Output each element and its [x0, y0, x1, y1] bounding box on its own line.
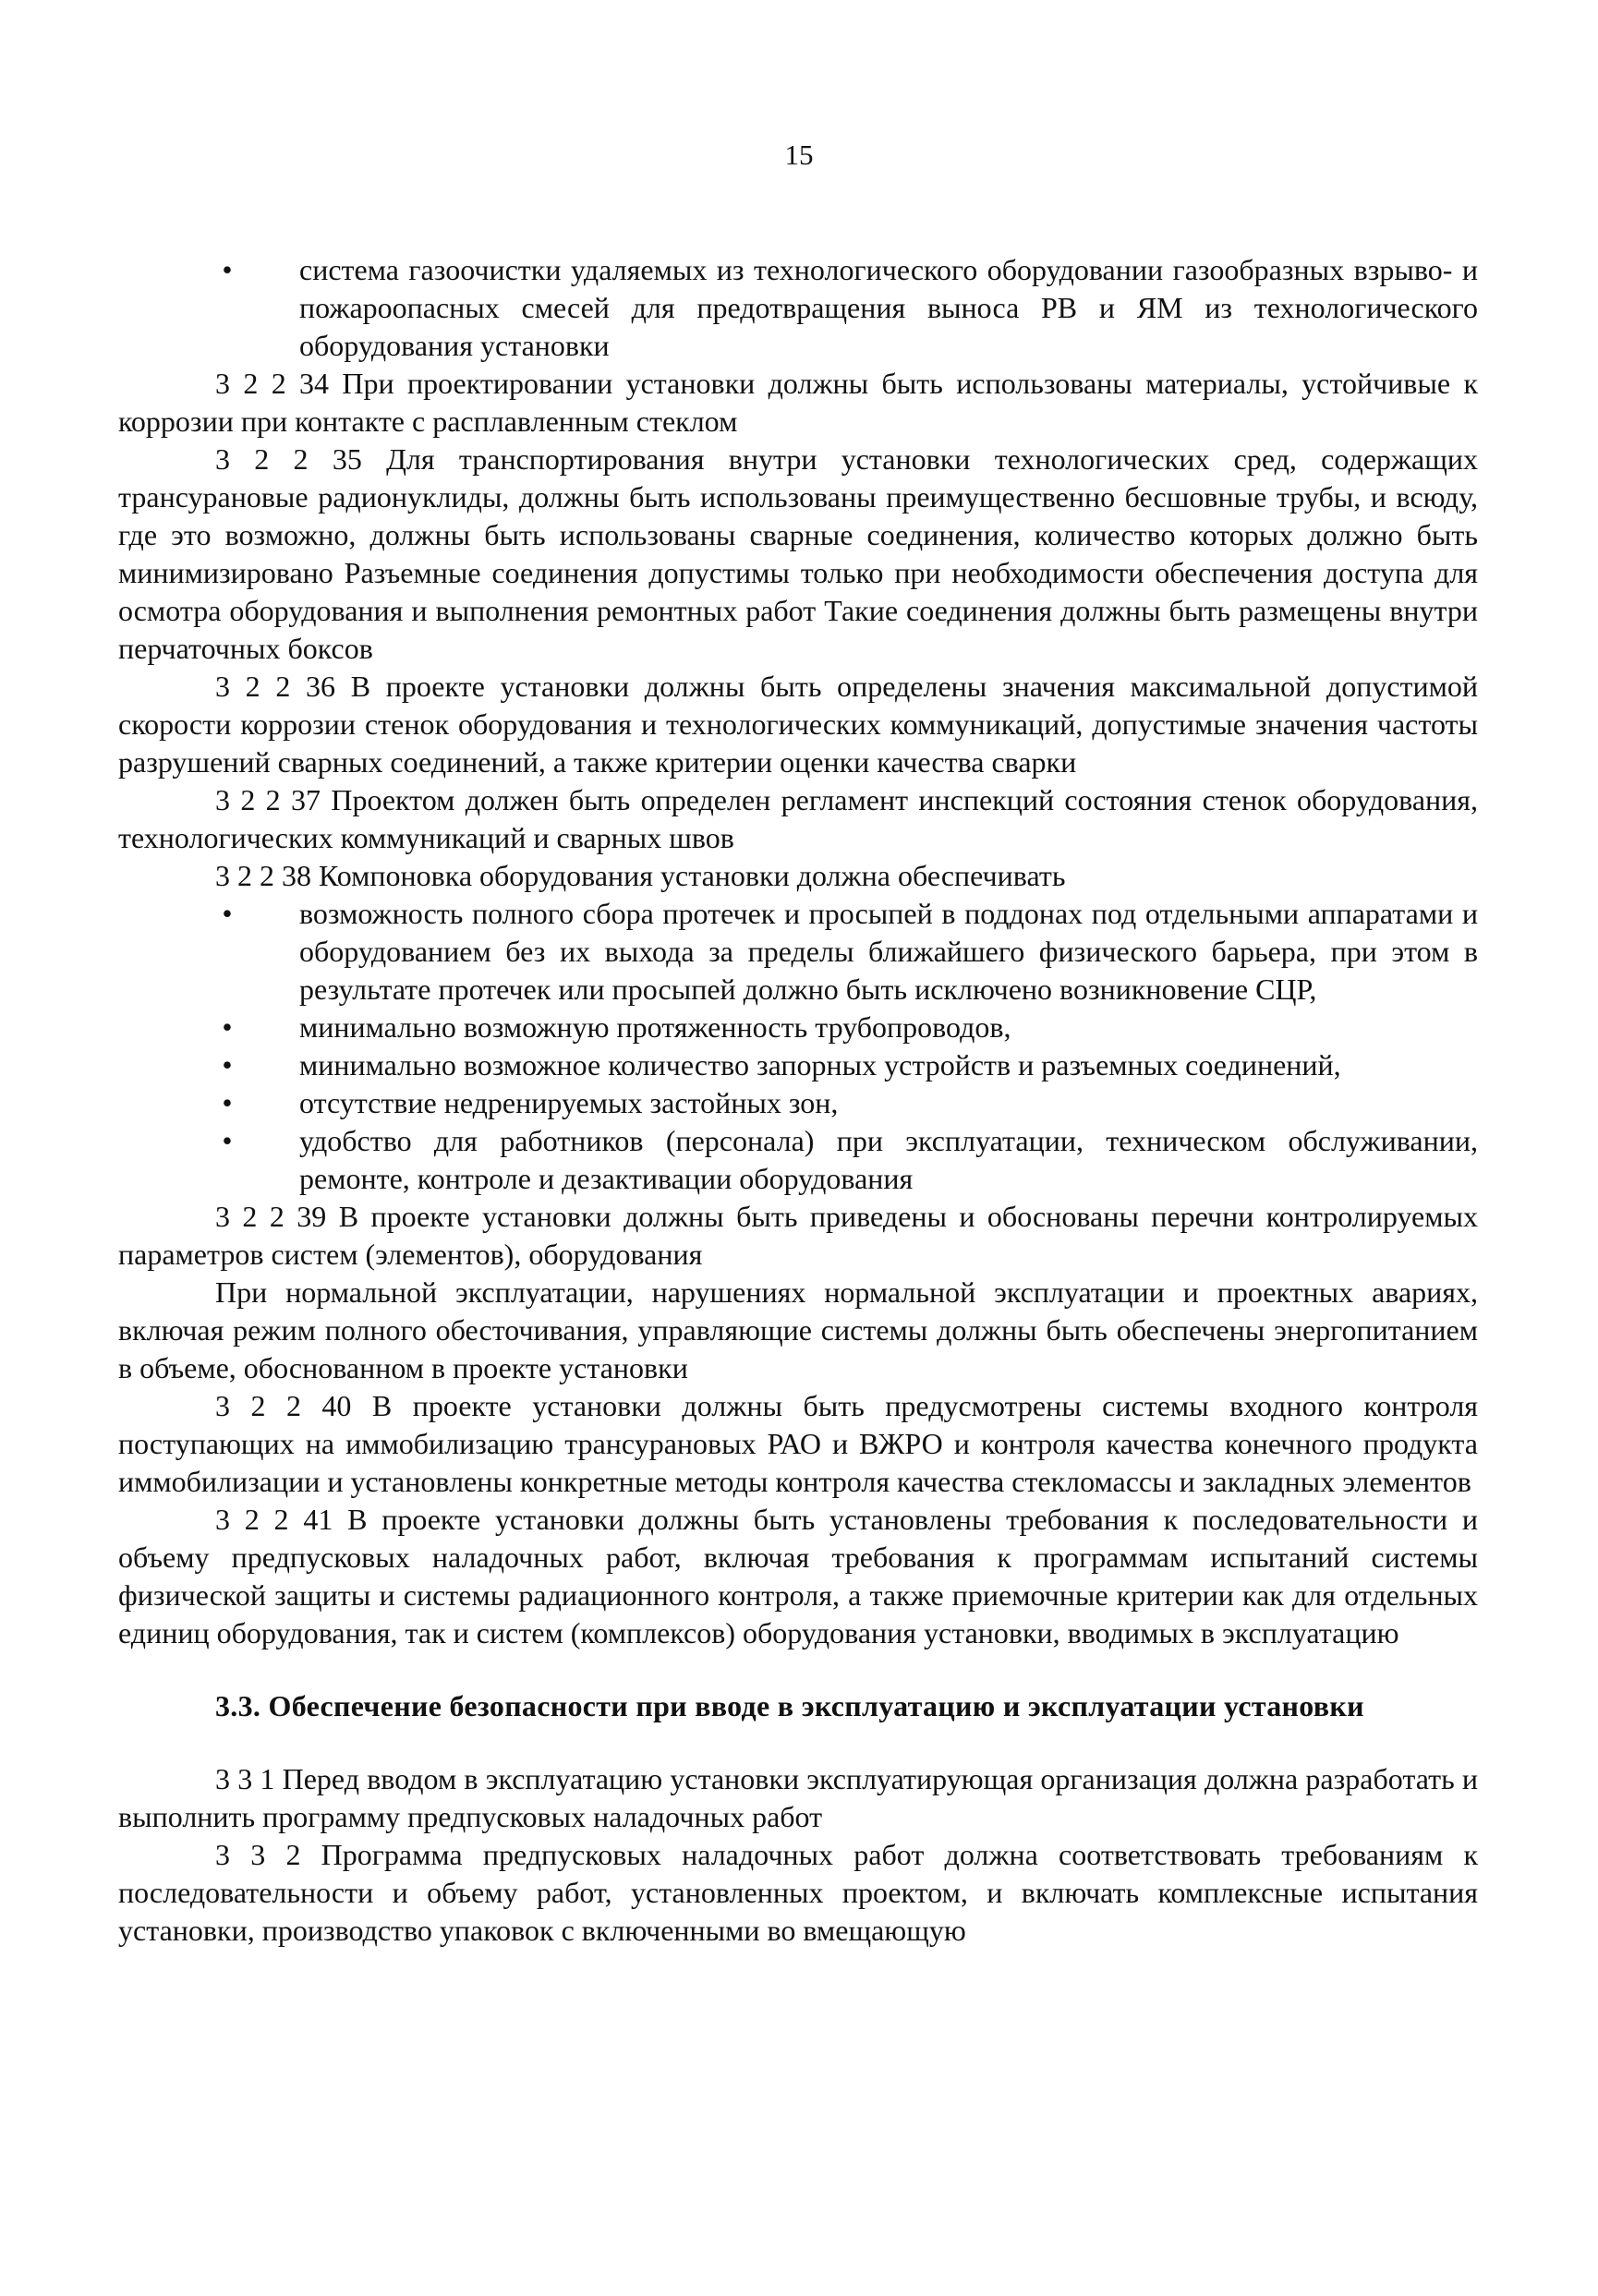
bullet-item: • возможность полного сбора протечек и просыпей в поддонах под отдельными аппаратами и оборудованием без их выхода за пределы ближайшего физического барьера, при этом в результате протечек или просыпей должно быть исключено возникновение СЦР, [118, 895, 1478, 1009]
paragraph-3-2-2-34: 3 2 2 34 При проектировании установки должны быть использованы материалы, устойчивые к коррозии при контакте с расплавленным стеклом [118, 367, 1478, 438]
paragraph-3-2-2-38: 3 2 2 38 Компоновка оборудования установки должна обеспечивать [215, 859, 1066, 892]
paragraph-3-2-2-40: 3 2 2 40 В проекте установки должны быть предусмотрены системы входного контроля поступающих на иммобилизацию трансурановых РАО и ВЖРО и контроля качества конечного продукта иммобилизации и установлены конкретные методы контроля качества стекломассы и закладных элементов [118, 1389, 1478, 1498]
bullet-icon: • [222, 253, 233, 286]
paragraph-power-supply: При нормальной эксплуатации, нарушениях нормальной эксплуатации и проектных авариях, включая режим полного обесточивания, управляющие системы должны быть обеспечены энергопитанием в объеме, обоснованном в проекте установки [118, 1275, 1478, 1384]
bullet-icon: • [222, 897, 233, 930]
bullet-icon: • [222, 1086, 233, 1119]
bullet-item: • минимально возможное количество запорных устройств и разъемных соединений, [118, 1046, 1478, 1084]
bullet-item: • удобство для работников (персонала) при эксплуатации, техническом обслуживании, ремонте, контроле и дезактивации оборудования [118, 1122, 1478, 1198]
section-heading-3-3: 3.3. Обеспечение безопасности при вводе в эксплуатацию и эксплуатации установки [215, 1689, 1364, 1722]
page-number: 15 [784, 139, 814, 171]
bullet-icon: • [222, 1010, 233, 1044]
paragraph-3-3-2: 3 3 2 Программа предпусковых наладочных работ должна соответствовать требованиям к последовательности и объему работ, установленных проектом, и включать комплексные испытания установки, производство упаковок с включенными во вмещающую [118, 1838, 1478, 1947]
paragraph-3-2-2-35: 3 2 2 35 Для транспортирования внутри установки технологических сред, содержащих трансурановые радионуклиды, должны быть использованы преимущественно бесшовные трубы, и всюду, где это возможно, должны быть использованы сварные соединения, количество которых должно быть минимизировано Разъемные соединения допустимы только при необходимости обеспечения доступа для осмотра оборудования и выполнения ремонтных работ Такие соединения должны быть размещены внутри перчаточных боксов [118, 442, 1478, 665]
bullet-item: • отсутствие недренируемых застойных зон, [118, 1084, 1478, 1122]
document-body [118, 251, 1478, 1950]
paragraph-3-2-2-37: 3 2 2 37 Проектом должен быть определен регламент инспекций состояния стенок оборудования, технологических коммуникаций и сварных швов [118, 783, 1478, 854]
bullet-icon: • [222, 1124, 233, 1157]
paragraph-3-2-2-36: 3 2 2 36 В проекте установки должны быть определены значения максимальной допустимой скорости коррозии стенок оборудования и технологических коммуникаций, допустимые значения частоты разрушений сварных соединений, а также критерии оценки качества сварки [118, 670, 1478, 779]
bullet-item: • система газоочистки удаляемых из технологического оборудовании газообразных взрыво- и пожароопасных смесей для предотвращения выноса РВ и ЯМ из технологического оборудования установки [118, 251, 1478, 365]
bullet-item: • минимально возможную протяженность трубопроводов, [118, 1009, 1478, 1046]
paragraph-3-3-1: 3 3 1 Перед вводом в эксплуатацию установки эксплуатирующая организация должна разработать и выполнить программу предпусковых наладочных работ [118, 1762, 1478, 1833]
paragraph-3-2-2-41: 3 2 2 41 В проекте установки должны быть установлены требования к последовательности и объему предпусковых наладочных работ, включая требования к программам испытаний системы физической защиты и системы радиационного контроля, а также приемочные критерии как для отдельных единиц оборудования, так и систем (комплексов) оборудования установки, вводимых в эксплуатацию [118, 1503, 1478, 1649]
bullet-icon: • [222, 1048, 233, 1082]
paragraph-3-2-2-39: 3 2 2 39 В проекте установки должны быть приведены и обоснованы перечни контролируемых параметров систем (элементов), оборудования [118, 1200, 1478, 1271]
